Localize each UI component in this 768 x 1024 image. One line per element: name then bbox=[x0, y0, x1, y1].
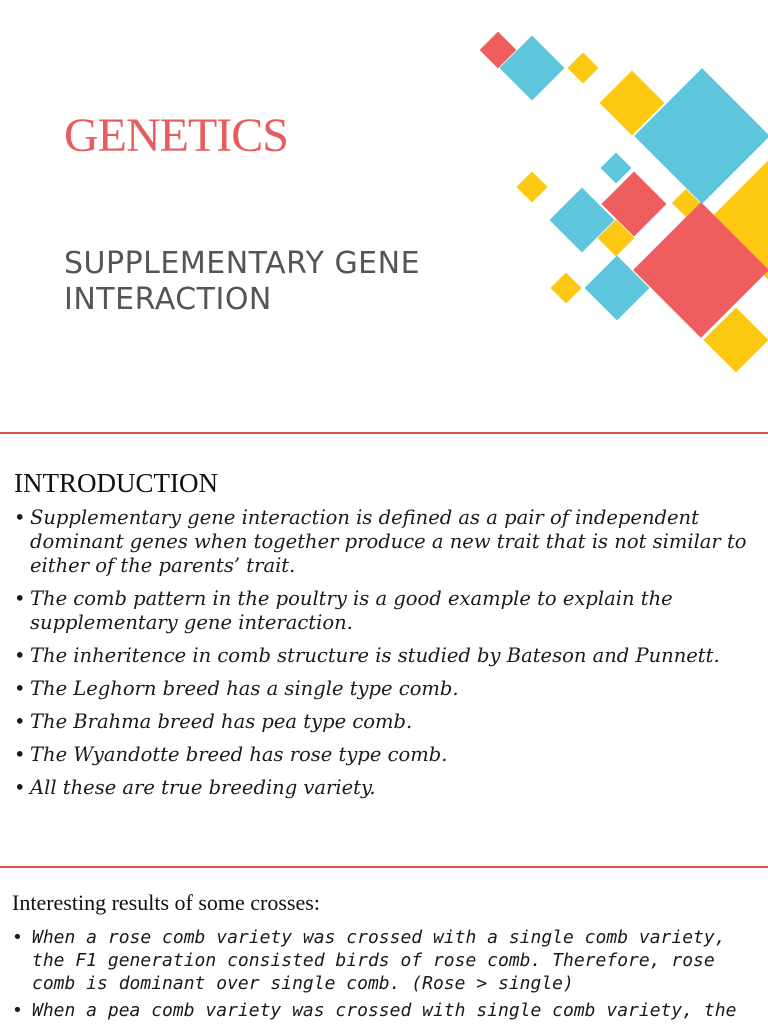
bullet-item: • The Brahma breed has pea type comb. bbox=[14, 710, 759, 734]
diamond-decoration bbox=[470, 20, 768, 380]
slide-subtitle: SUPPLEMENTARY GENE INTERACTION bbox=[64, 246, 421, 317]
diamond-yellow-tiny-bottom bbox=[550, 272, 581, 303]
slide-heading: INTRODUCTION bbox=[14, 468, 218, 498]
bullet-item: • The Leghorn breed has a single type comb. bbox=[14, 677, 759, 701]
bullet-list bbox=[10, 926, 758, 1024]
bullet-item: • The comb pattern in the poultry is a good example to explain the supplementary gene interaction. bbox=[14, 587, 759, 635]
bullet-item: • All these are true breeding variety. bbox=[14, 776, 759, 800]
bullet-item: • When a rose comb variety was crossed with a single comb variety, the F1 generation consisted birds of rose comb. Therefore, rose comb is dominant over single comb. (Rose > single) bbox=[10, 926, 758, 995]
bullet-item: • When a pea comb variety was crossed with single comb variety, the bbox=[10, 999, 758, 1022]
diamond-yellow-tiny-top bbox=[567, 52, 598, 83]
bullet-list bbox=[14, 506, 759, 809]
slide-heading: Interesting results of some crosses: bbox=[12, 890, 320, 915]
introduction-slide bbox=[0, 434, 768, 866]
bullet-item: • The Wyandotte breed has rose type comb. bbox=[14, 743, 759, 767]
crosses-slide bbox=[0, 868, 768, 1024]
bullet-item: • Supplementary gene interaction is defined as a pair of independent dominant genes when together produce a new trait that is not similar to either of the parents’ trait. bbox=[14, 506, 759, 578]
title-slide bbox=[0, 0, 768, 432]
diamond-yellow-tiny-left bbox=[516, 171, 547, 202]
slide-title: GENETICS bbox=[64, 109, 288, 162]
bullet-item: • The inheritence in comb structure is studied by Bateson and Punnett. bbox=[14, 644, 759, 668]
